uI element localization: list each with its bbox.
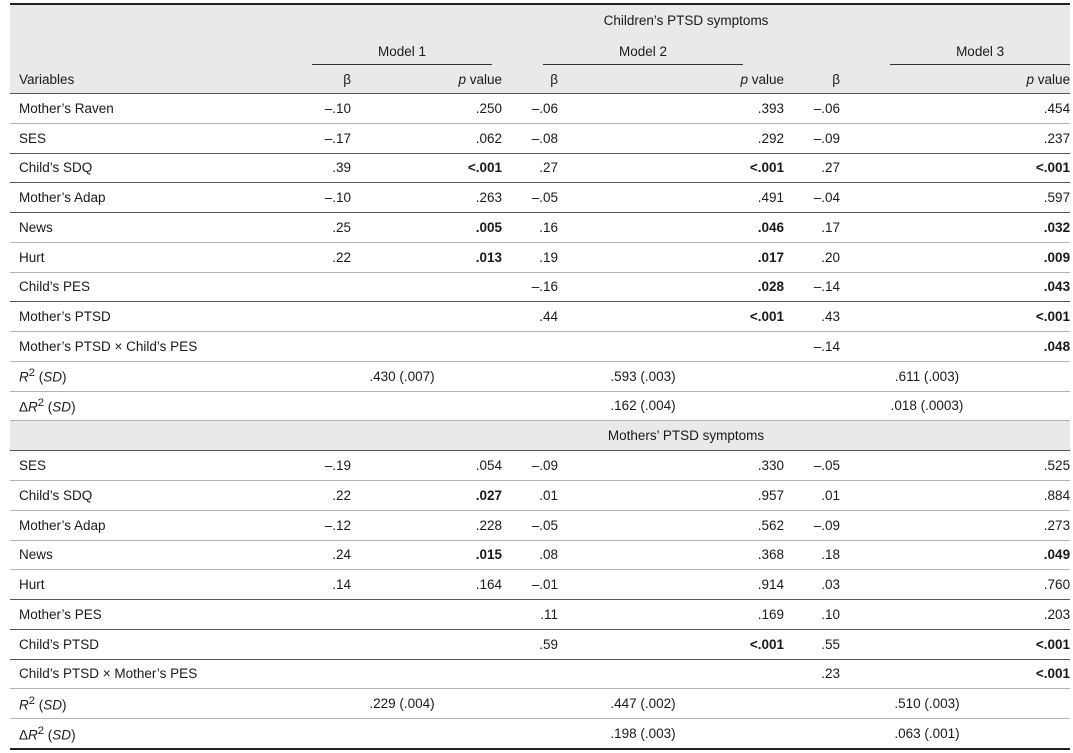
- p-model-2: .169: [584, 600, 784, 630]
- beta-model-2: –.05: [502, 183, 584, 213]
- variable-label: Hurt: [10, 242, 302, 272]
- section-header-children: [10, 4, 1070, 35]
- p-model-2: .914: [584, 570, 784, 600]
- mothers-dr2-row: [10, 719, 1070, 749]
- table-row: [10, 242, 1070, 272]
- p-model-3: .884: [866, 481, 1070, 511]
- beta-model-2: .16: [502, 213, 584, 243]
- p-model-3: <.001: [866, 302, 1070, 332]
- beta-model-1: –.12: [302, 510, 377, 540]
- delta-r2-model-1: [302, 719, 502, 749]
- beta-model-3: .01: [784, 481, 866, 511]
- table-row: [10, 659, 1070, 689]
- section-title-mothers: Mothers’ PTSD symptoms: [302, 421, 1070, 451]
- p-model-3: .043: [866, 272, 1070, 302]
- table-row: [10, 153, 1070, 183]
- beta-model-1: [302, 302, 377, 332]
- children-rows: [10, 94, 1070, 362]
- beta-model-1: .22: [302, 242, 377, 272]
- table-row: [10, 451, 1070, 481]
- table-row: [10, 332, 1070, 362]
- beta-model-2: .19: [502, 242, 584, 272]
- regression-table: [10, 3, 1070, 750]
- p-model-2: .046: [584, 213, 784, 243]
- column-header-row: [10, 65, 1070, 94]
- p-model-2: <.001: [584, 153, 784, 183]
- table-row: [10, 540, 1070, 570]
- delta-r2-model-2: .162 (.004): [502, 391, 784, 421]
- beta-model-3: .10: [784, 600, 866, 630]
- beta-model-3: .55: [784, 629, 866, 659]
- variable-label: Mother’s PTSD × Child’s PES: [10, 332, 302, 362]
- table-row: [10, 123, 1070, 153]
- beta-model-1: [302, 659, 377, 689]
- p-model-1: .263: [377, 183, 502, 213]
- beta-model-3: .43: [784, 302, 866, 332]
- p-model-3: <.001: [866, 153, 1070, 183]
- beta-model-1: .14: [302, 570, 377, 600]
- p-model-3: .760: [866, 570, 1070, 600]
- beta-model-3: .18: [784, 540, 866, 570]
- p-model-2: .330: [584, 451, 784, 481]
- p-model-1: [377, 600, 502, 630]
- variable-label: SES: [10, 451, 302, 481]
- r2-model-1: .430 (.007): [302, 361, 502, 391]
- table-row: [10, 272, 1070, 302]
- p-model-3: .009: [866, 242, 1070, 272]
- beta-model-1: [302, 629, 377, 659]
- p-header-1: p value: [377, 65, 502, 94]
- p-model-1: .054: [377, 451, 502, 481]
- p-model-1: .027: [377, 481, 502, 511]
- beta-model-2: .44: [502, 302, 584, 332]
- p-model-2: [584, 332, 784, 362]
- section-title-children: Children’s PTSD symptoms: [302, 4, 1070, 35]
- variable-label: Child’s PTSD × Mother’s PES: [10, 659, 302, 689]
- r2-label: $R^2$ (SD): [10, 689, 302, 719]
- delta-r2-model-2: .198 (.003): [502, 719, 784, 749]
- beta-header-1: β: [302, 65, 377, 94]
- beta-header-2: β: [502, 65, 584, 94]
- beta-model-2: [502, 332, 584, 362]
- beta-model-1: .25: [302, 213, 377, 243]
- beta-model-1: –.17: [302, 123, 377, 153]
- variable-label: SES: [10, 123, 302, 153]
- p-model-1: [377, 629, 502, 659]
- beta-model-3: .17: [784, 213, 866, 243]
- p-model-1: .005: [377, 213, 502, 243]
- p-model-3: .273: [866, 510, 1070, 540]
- p-header-2: p value: [584, 65, 784, 94]
- section-header-mothers: [10, 421, 1070, 451]
- beta-model-2: .08: [502, 540, 584, 570]
- p-model-2: .562: [584, 510, 784, 540]
- beta-model-1: –.19: [302, 451, 377, 481]
- beta-model-1: –.10: [302, 183, 377, 213]
- p-model-2: .368: [584, 540, 784, 570]
- children-r2-row: [10, 361, 1070, 391]
- beta-model-3: –.14: [784, 272, 866, 302]
- variable-label: Mother’s PES: [10, 600, 302, 630]
- p-model-2: .957: [584, 481, 784, 511]
- p-model-3: <.001: [866, 659, 1070, 689]
- beta-model-2: .27: [502, 153, 584, 183]
- beta-header-3: β: [784, 65, 866, 94]
- mothers-rows: [10, 451, 1070, 689]
- variable-label: Child’s PES: [10, 272, 302, 302]
- p-model-1: .015: [377, 540, 502, 570]
- p-model-1: .228: [377, 510, 502, 540]
- table-row: [10, 481, 1070, 511]
- p-model-2: .491: [584, 183, 784, 213]
- beta-model-2: –.06: [502, 94, 584, 124]
- p-model-2: [584, 659, 784, 689]
- r2-label: $R^2$ (SD): [10, 361, 302, 391]
- r2-model-1: .229 (.004): [302, 689, 502, 719]
- beta-model-2: –.09: [502, 451, 584, 481]
- beta-model-1: [302, 600, 377, 630]
- table-row: [10, 600, 1070, 630]
- p-model-3: .032: [866, 213, 1070, 243]
- model-3-header: Model 3: [890, 44, 1070, 65]
- model-header-row: [10, 35, 1070, 65]
- p-model-2: .393: [584, 94, 784, 124]
- p-model-2: .028: [584, 272, 784, 302]
- beta-model-2: .11: [502, 600, 584, 630]
- beta-model-2: –.08: [502, 123, 584, 153]
- beta-model-2: .59: [502, 629, 584, 659]
- variable-label: Mother’s Adap: [10, 183, 302, 213]
- variable-label: Mother’s Adap: [10, 510, 302, 540]
- beta-model-3: –.09: [784, 123, 866, 153]
- beta-model-3: –.05: [784, 451, 866, 481]
- variable-label: Mother’s Raven: [10, 94, 302, 124]
- model-1-header: Model 1: [312, 44, 492, 65]
- delta-r2-label: $\Delta R^2$ (SD): [10, 391, 302, 421]
- table-row: [10, 213, 1070, 243]
- variable-label: Mother’s PTSD: [10, 302, 302, 332]
- table-row: [10, 94, 1070, 124]
- beta-model-2: –.16: [502, 272, 584, 302]
- p-model-3: .203: [866, 600, 1070, 630]
- r2-model-3: .510 (.003): [784, 689, 1070, 719]
- beta-model-2: –.01: [502, 570, 584, 600]
- variable-label: Child’s SDQ: [10, 481, 302, 511]
- table-row: [10, 302, 1070, 332]
- delta-r2-label: $\Delta R^2$ (SD): [10, 719, 302, 749]
- beta-model-3: .27: [784, 153, 866, 183]
- beta-model-3: –.04: [784, 183, 866, 213]
- variable-label: News: [10, 540, 302, 570]
- variable-label: Hurt: [10, 570, 302, 600]
- delta-r2-model-3: .063 (.001): [784, 719, 1070, 749]
- variable-label: Child’s SDQ: [10, 153, 302, 183]
- beta-model-2: –.05: [502, 510, 584, 540]
- p-model-3: .597: [866, 183, 1070, 213]
- p-model-1: .062: [377, 123, 502, 153]
- beta-model-3: –.06: [784, 94, 866, 124]
- p-model-2: .292: [584, 123, 784, 153]
- p-model-1: [377, 332, 502, 362]
- p-model-3: .525: [866, 451, 1070, 481]
- p-model-1: .250: [377, 94, 502, 124]
- table-row: [10, 629, 1070, 659]
- p-model-2: .017: [584, 242, 784, 272]
- p-model-1: <.001: [377, 153, 502, 183]
- p-model-2: <.001: [584, 629, 784, 659]
- beta-model-3: .23: [784, 659, 866, 689]
- r2-model-3: .611 (.003): [784, 361, 1070, 391]
- p-model-3: <.001: [866, 629, 1070, 659]
- beta-model-1: .39: [302, 153, 377, 183]
- beta-model-3: .03: [784, 570, 866, 600]
- variable-label: News: [10, 213, 302, 243]
- p-model-2: <.001: [584, 302, 784, 332]
- p-model-3: .049: [866, 540, 1070, 570]
- p-model-3: .454: [866, 94, 1070, 124]
- children-dr2-row: [10, 391, 1070, 421]
- table-row: [10, 183, 1070, 213]
- p-model-1: .164: [377, 570, 502, 600]
- beta-model-2: [502, 659, 584, 689]
- mothers-r2-row: [10, 689, 1070, 719]
- delta-r2-model-3: .018 (.0003): [784, 391, 1070, 421]
- beta-model-1: [302, 332, 377, 362]
- p-model-1: [377, 272, 502, 302]
- p-model-1: .013: [377, 242, 502, 272]
- model-2-header: Model 2: [543, 44, 743, 65]
- beta-model-1: .22: [302, 481, 377, 511]
- beta-model-3: .20: [784, 242, 866, 272]
- p-model-1: [377, 659, 502, 689]
- beta-model-3: –.09: [784, 510, 866, 540]
- p-header-3: p value: [866, 65, 1070, 94]
- p-model-3: .048: [866, 332, 1070, 362]
- r2-model-2: .593 (.003): [502, 361, 784, 391]
- r2-model-2: .447 (.002): [502, 689, 784, 719]
- table-row: [10, 510, 1070, 540]
- delta-r2-model-1: [302, 391, 502, 421]
- beta-model-2: .01: [502, 481, 584, 511]
- p-model-3: .237: [866, 123, 1070, 153]
- table-row: [10, 570, 1070, 600]
- variables-header: Variables: [10, 65, 302, 94]
- beta-model-1: [302, 272, 377, 302]
- beta-model-1: .24: [302, 540, 377, 570]
- p-model-1: [377, 302, 502, 332]
- beta-model-1: –.10: [302, 94, 377, 124]
- variable-label: Child’s PTSD: [10, 629, 302, 659]
- beta-model-3: –.14: [784, 332, 866, 362]
